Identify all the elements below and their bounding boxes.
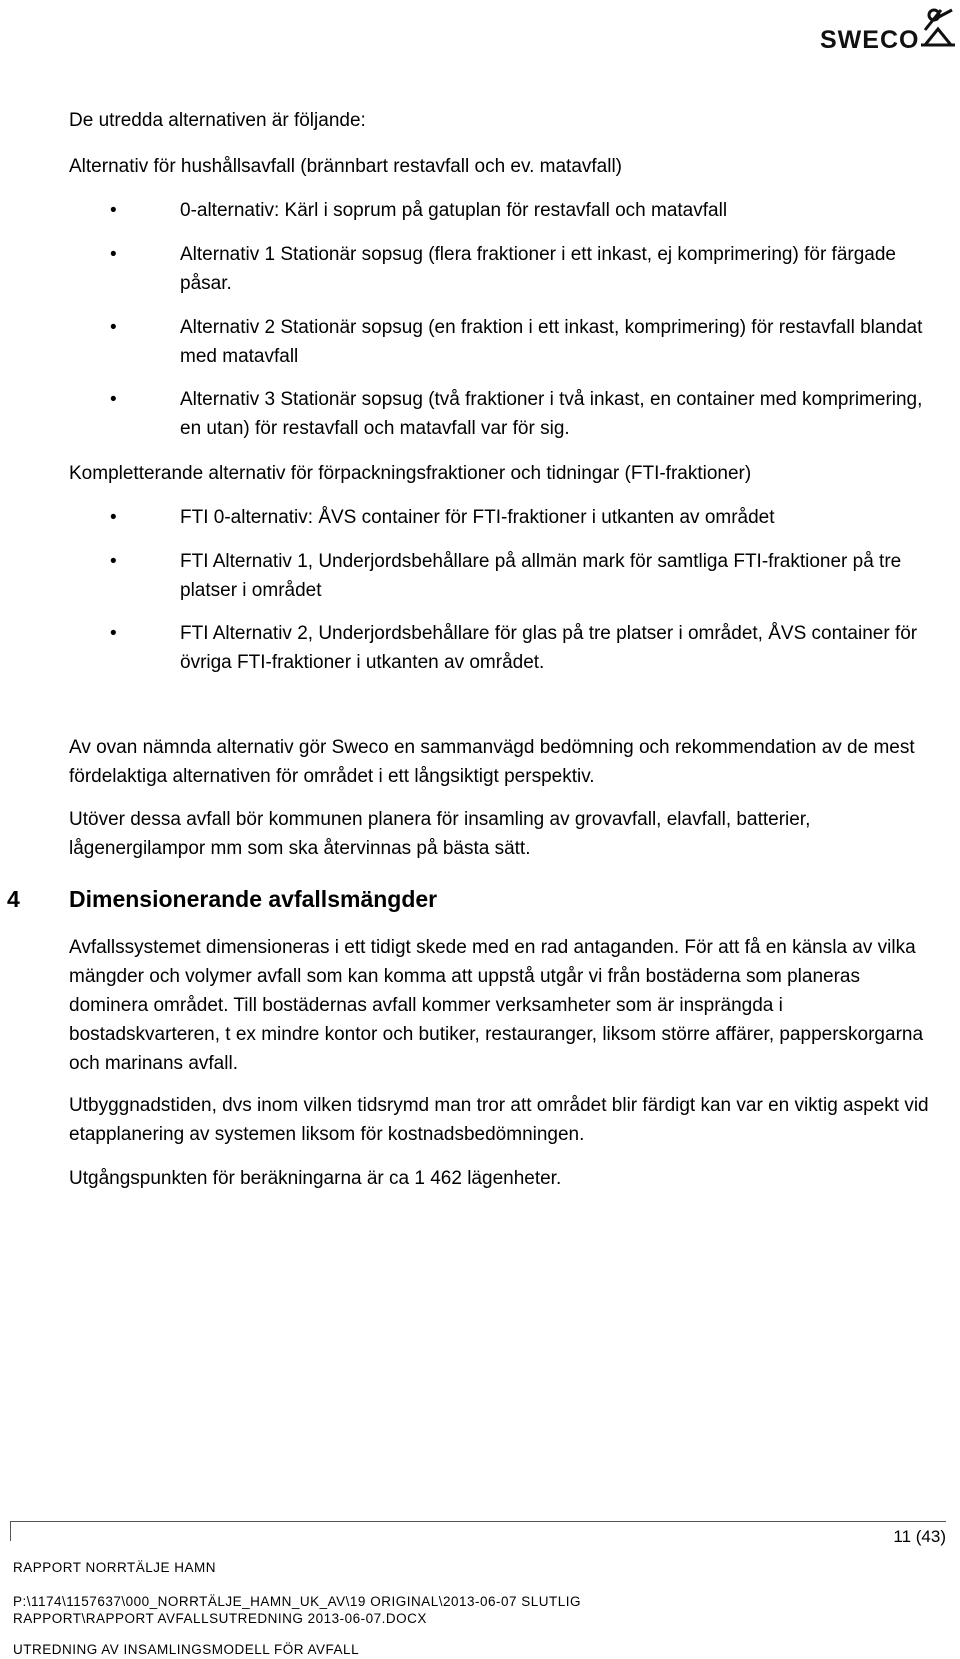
section-number: 4 bbox=[7, 886, 20, 912]
footer-subtitle: UTREDNING AV INSAMLINGSMODELL FÖR AVFALL bbox=[13, 1642, 360, 1657]
footer-divider bbox=[10, 1521, 946, 1522]
paragraph-build-time: Utbyggnadstiden, dvs inom vilken tidsrymd man tror att området blir färdigt kan var en viktig aspekt vid etapplanering av systemen liksom för kostnadsbedömningen. bbox=[69, 1095, 929, 1145]
section-title: Dimensionerande avfallsmängder bbox=[69, 886, 438, 912]
paragraph-apartments: Utgångspunkten för beräkningarna är ca 1 462 lägenheter. bbox=[69, 1168, 562, 1189]
intro-text: De utredda alternativen är följande: bbox=[69, 110, 366, 131]
footer-divider-tick bbox=[10, 1521, 11, 1541]
logo-text: SWECO bbox=[820, 26, 920, 54]
paragraph-other-waste: Utöver dessa avfall bör kommunen planera för insamling av grovavfall, elavfall, batterier, lågenergilampor mm som ska återvinnas på bästa sätt. bbox=[69, 809, 811, 859]
bullet-icon: • bbox=[110, 551, 117, 572]
list-item-text: FTI 0-alternativ: ÅVS container för FTI-fraktioner i utkanten av området bbox=[180, 507, 775, 528]
list-item-text: Alternativ 2 Stationär sopsug (en fraktion i ett inkast, komprimering) för restavfall blandat med matavfall bbox=[180, 317, 923, 367]
footer-file-path-line2: RAPPORT\RAPPORT AVFALLSUTREDNING 2013-06-07.DOCX bbox=[13, 1611, 427, 1626]
sweco-mark-icon bbox=[921, 8, 955, 48]
footer-report-title: RAPPORT NORRTÄLJE HAMN bbox=[13, 1560, 217, 1575]
bullet-icon: • bbox=[110, 389, 117, 410]
bullet-icon: • bbox=[110, 200, 117, 221]
sweco-logo bbox=[820, 8, 960, 54]
list-item-text: Alternativ 1 Stationär sopsug (flera fraktioner i ett inkast, ej komprimering) för färgade påsar. bbox=[180, 244, 896, 294]
bullet-icon: • bbox=[110, 317, 117, 338]
paragraph-dimensioning: Avfallssystemet dimensioneras i ett tidigt skede med en rad antaganden. För att få en känsla av vilka mängder och volymer avfall som kan komma att uppstå utgår vi från bostäderna som planeras dominera området. Till bostädernas avfall kommer verksamheter som är insprängda i bostadskvarteren, t ex mindre kontor och butiker, restauranger, liksom större affärer, papperskorgarna och marinans avfall. bbox=[69, 937, 924, 1074]
page-number: 11 (43) bbox=[893, 1527, 946, 1546]
bullet-icon: • bbox=[110, 623, 117, 644]
list-item-text: 0-alternativ: Kärl i soprum på gatuplan för restavfall och matavfall bbox=[180, 200, 728, 221]
list-item-text: Alternativ 3 Stationär sopsug (två fraktioner i två inkast, en container med komprimering, en utan) för restavfall och matavfall var för sig. bbox=[180, 389, 923, 439]
list-item-text: FTI Alternativ 1, Underjordsbehållare på allmän mark för samtliga FTI-fraktioner på tre platser i området bbox=[180, 551, 902, 601]
group1-heading: Alternativ för hushållsavfall (brännbart restavfall och ev. matavfall) bbox=[69, 156, 623, 177]
paragraph-recommendation: Av ovan nämnda alternativ gör Sweco en sammanvägd bedömning och rekommendation av de mest fördelaktiga alternativen för området i ett långsiktigt perspektiv. bbox=[69, 737, 915, 787]
bullet-icon: • bbox=[110, 507, 117, 528]
group2-heading: Kompletterande alternativ för förpackningsfraktioner och tidningar (FTI-fraktioner) bbox=[69, 463, 752, 484]
bullet-icon: • bbox=[110, 244, 117, 265]
footer-file-path-line1: P:\1174\1157637\000_NORRTÄLJE_HAMN_UK_AV\19 ORIGINAL\2013-06-07 SLUTLIG bbox=[13, 1594, 582, 1609]
list-item-text: FTI Alternativ 2, Underjordsbehållare för glas på tre platser i området, ÅVS container för övriga FTI-fraktioner i utkanten av området. bbox=[180, 623, 918, 673]
